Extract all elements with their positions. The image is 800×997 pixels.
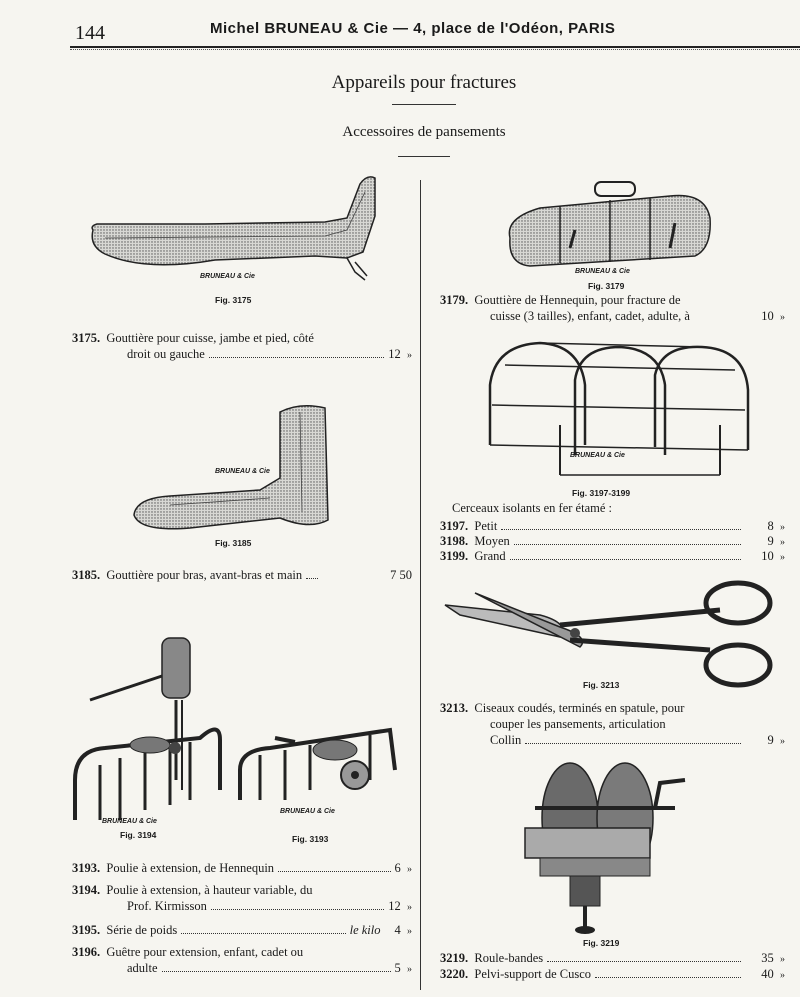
item-price: 8 <box>767 519 774 533</box>
figure-caption: Fig. 3219 <box>583 938 620 948</box>
item-number: 3175. <box>72 331 101 345</box>
brand-mark: BRUNEAU & Cie <box>570 452 625 459</box>
page-title: Appareils pour fractures <box>331 72 517 93</box>
catalog-entry-3199 <box>440 548 785 566</box>
item-description: Pelvi-support de Cusco <box>474 967 592 981</box>
scissors-illustration <box>440 575 780 690</box>
page-number: 144 <box>75 22 105 44</box>
catalog-entry-3175 <box>72 330 412 364</box>
catalog-entry-3220 <box>440 966 785 984</box>
price-mark: » <box>780 537 785 548</box>
item-description-cont: Collin <box>490 733 522 747</box>
price-mark: » <box>407 902 412 913</box>
item-number: 3196. <box>72 945 101 959</box>
item-description-cont: Prof. Kirmisson <box>127 899 207 913</box>
item-description-cont: cuisse (3 tailles), enfant, cadet, adulte, à <box>490 309 690 323</box>
catalog-entry-3213 <box>440 700 785 750</box>
brand-mark: BRUNEAU & Cie <box>575 268 630 275</box>
figure-caption: Fig. 3175 <box>215 295 252 305</box>
item-description-cont: couper les pansements, articulation <box>490 717 666 731</box>
price-mark: » <box>780 736 785 747</box>
item-price: 7 50 <box>390 568 412 582</box>
figure-caption: Fig. 3185 <box>215 538 252 548</box>
item-description: Grand <box>474 549 506 563</box>
item-number: 3179. <box>440 293 469 307</box>
item-price: 9 <box>767 733 774 747</box>
pulley-illustration <box>70 630 410 830</box>
subtitle-rule <box>398 156 450 157</box>
price-mark: » <box>407 350 412 361</box>
item-price: 9 <box>767 534 774 548</box>
item-description: Roule-bandes <box>474 951 544 965</box>
catalog-entry-3196 <box>72 944 412 978</box>
item-price: 10 <box>761 309 774 323</box>
item-price: 12 <box>388 347 401 361</box>
item-description: Série de poids <box>106 923 178 937</box>
item-price: 5 <box>394 961 401 975</box>
price-mark: » <box>407 964 412 975</box>
leg-splint-illustration <box>85 172 385 282</box>
item-description: Petit <box>474 519 498 533</box>
item-description: Poulie à extension, de Hennequin <box>106 861 275 875</box>
catalog-entry-3193 <box>72 860 412 878</box>
item-description: Gouttière pour bras, avant-bras et main <box>106 568 303 582</box>
price-mark: » <box>780 552 785 563</box>
item-description: Ciseaux coudés, terminés en spatule, pour <box>474 701 685 715</box>
catalog-entry-3194 <box>72 882 412 916</box>
header-rule <box>70 46 800 48</box>
item-number: 3197. <box>440 519 469 533</box>
cerceaux-heading: Cerceaux isolants en fer étamé : <box>452 501 612 515</box>
item-price: 6 <box>394 861 401 875</box>
item-number: 3195. <box>72 923 101 937</box>
header-rule-dotted <box>70 49 800 50</box>
item-description: Gouttière de Hennequin, pour fracture de <box>474 293 681 307</box>
item-number: 3193. <box>72 861 101 875</box>
figure-caption: Fig. 3194 <box>120 830 157 840</box>
item-description: Gouttière pour cuisse, jambe et pied, côté <box>106 331 314 345</box>
catalog-entry-3195 <box>72 922 412 940</box>
item-price: 35 <box>761 951 774 965</box>
item-price: 4 <box>394 923 401 937</box>
item-number: 3199. <box>440 549 469 563</box>
brand-mark: BRUNEAU & Cie <box>200 273 255 280</box>
figure-caption: Fig. 3193 <box>292 834 329 844</box>
item-number: 3198. <box>440 534 469 548</box>
item-number: 3220. <box>440 967 469 981</box>
price-mark: » <box>780 522 785 533</box>
item-price: 10 <box>761 549 774 563</box>
item-description: Guêtre pour extension, enfant, cadet ou <box>106 945 304 959</box>
brand-mark: BRUNEAU & Cie <box>215 468 270 475</box>
item-description-cont: adulte <box>127 961 158 975</box>
figure-caption: Fig. 3213 <box>583 680 620 690</box>
price-mark: » <box>780 312 785 323</box>
figure-caption: Fig. 3197-3199 <box>572 488 631 498</box>
price-mark: » <box>780 954 785 965</box>
price-mark: » <box>780 970 785 981</box>
item-number: 3213. <box>440 701 469 715</box>
section-subtitle: Accessoires de pansements <box>342 124 506 140</box>
item-number: 3219. <box>440 951 469 965</box>
item-number: 3185. <box>72 568 101 582</box>
figure-caption: Fig. 3179 <box>588 281 625 291</box>
item-unit: le kilo <box>349 923 381 937</box>
item-description-cont: droit ou gauche <box>127 347 205 361</box>
item-description: Moyen <box>474 534 510 548</box>
running-head: Michel BRUNEAU & Cie — 4, place de l'Odéon, PARIS <box>210 20 616 37</box>
item-number: 3194. <box>72 883 101 897</box>
brand-mark: BRUNEAU & Cie <box>280 808 335 815</box>
item-price: 40 <box>761 967 774 981</box>
catalog-entry-3179 <box>440 292 785 326</box>
column-divider <box>420 180 421 990</box>
catalog-entry-3185 <box>72 567 412 583</box>
title-rule <box>392 104 456 105</box>
cradle-hoop-illustration <box>480 335 760 485</box>
brand-mark: BRUNEAU & Cie <box>102 818 157 825</box>
hennequin-splint-illustration <box>500 178 720 273</box>
bandage-roller-illustration <box>520 758 700 938</box>
item-price: 12 <box>388 899 401 913</box>
item-description: Poulie à extension, à hauteur variable, du <box>106 883 313 897</box>
price-mark: » <box>407 864 412 875</box>
price-mark: » <box>407 926 412 937</box>
